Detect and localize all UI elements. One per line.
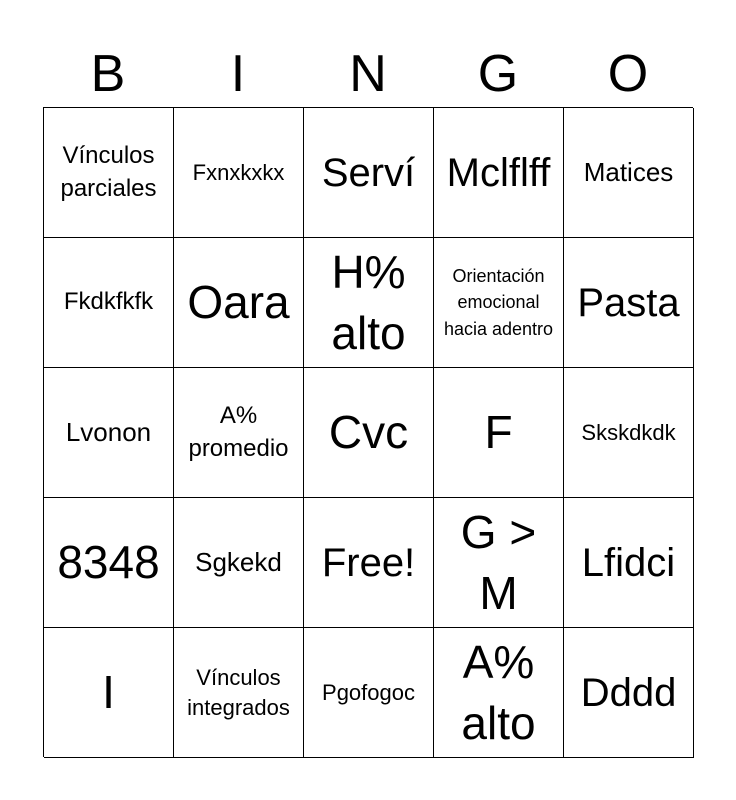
bingo-cell-r3c1[interactable] xyxy=(44,368,174,498)
bingo-cell-r2c4[interactable] xyxy=(434,238,564,368)
cell-text: Oara xyxy=(187,276,290,329)
cell-text: Sgkekd xyxy=(195,547,282,578)
bingo-cell-r4c2[interactable] xyxy=(174,498,304,628)
header-letter-g: G xyxy=(477,45,519,103)
bingo-cell-r5c3[interactable] xyxy=(304,628,434,758)
bingo-cell-r1c3[interactable] xyxy=(304,108,434,238)
cell-text: H% alto xyxy=(331,245,406,359)
bingo-cell-r1c5[interactable] xyxy=(564,108,694,238)
bingo-header xyxy=(43,40,693,108)
cell-text: Serví xyxy=(321,150,416,195)
cell-text: Lfidci xyxy=(581,540,676,585)
bingo-cell-r3c4[interactable] xyxy=(434,368,564,498)
cell-text: I xyxy=(102,666,115,719)
cell-text: Pasta xyxy=(577,280,680,325)
bingo-cell-r5c5[interactable] xyxy=(564,628,694,758)
bingo-cell-r5c4[interactable] xyxy=(434,628,564,758)
cell-text: A% alto xyxy=(461,635,536,749)
cell-text: Fkdkfkfk xyxy=(63,288,154,316)
bingo-cell-r4c5[interactable] xyxy=(564,498,694,628)
bingo-cell-r5c1[interactable] xyxy=(44,628,174,758)
bingo-cell-r2c5[interactable] xyxy=(564,238,694,368)
header-letter-i: I xyxy=(230,45,246,103)
cell-text: Vínculos parciales xyxy=(60,142,157,202)
cell-text: Matices xyxy=(583,157,674,188)
bingo-cell-r1c2[interactable] xyxy=(174,108,304,238)
bingo-cell-r2c1[interactable] xyxy=(44,238,174,368)
header-letter-o: O xyxy=(607,45,649,103)
cell-text: Orientación emocional hacia adentro xyxy=(443,266,554,339)
cell-text: Fxnxkxkx xyxy=(192,159,285,185)
cell-text: Lvonon xyxy=(65,417,152,448)
bingo-cell-r5c2[interactable] xyxy=(174,628,304,758)
cell-text: Skskdkdk xyxy=(581,419,676,445)
header-letter-n: N xyxy=(349,45,387,103)
bingo-cell-r3c2[interactable] xyxy=(174,368,304,498)
cell-text: Pgofogoc xyxy=(322,679,415,705)
cell-text: 8348 xyxy=(57,536,160,589)
cell-text: Mclflff xyxy=(446,150,551,195)
cell-text: A% promedio xyxy=(188,402,289,462)
cell-text: G > M xyxy=(460,505,537,619)
cell-text: F xyxy=(484,406,513,459)
bingo-cell-r4c3[interactable] xyxy=(304,498,434,628)
bingo-cell-r1c4[interactable] xyxy=(434,108,564,238)
cell-text: Cvc xyxy=(328,406,409,459)
bingo-cell-r1c1[interactable] xyxy=(44,108,174,238)
cell-text: Dddd xyxy=(580,670,677,715)
bingo-board xyxy=(43,107,693,757)
bingo-cell-r4c1[interactable] xyxy=(44,498,174,628)
bingo-cell-r2c2[interactable] xyxy=(174,238,304,368)
header-letter-b: B xyxy=(90,45,126,103)
bingo-cell-r2c3[interactable] xyxy=(304,238,434,368)
cell-text: Free! xyxy=(321,540,416,585)
bingo-cell-r4c4[interactable] xyxy=(434,498,564,628)
bingo-cell-r3c3[interactable] xyxy=(304,368,434,498)
bingo-cell-r3c5[interactable] xyxy=(564,368,694,498)
cell-text: Vínculos integrados xyxy=(187,664,290,720)
